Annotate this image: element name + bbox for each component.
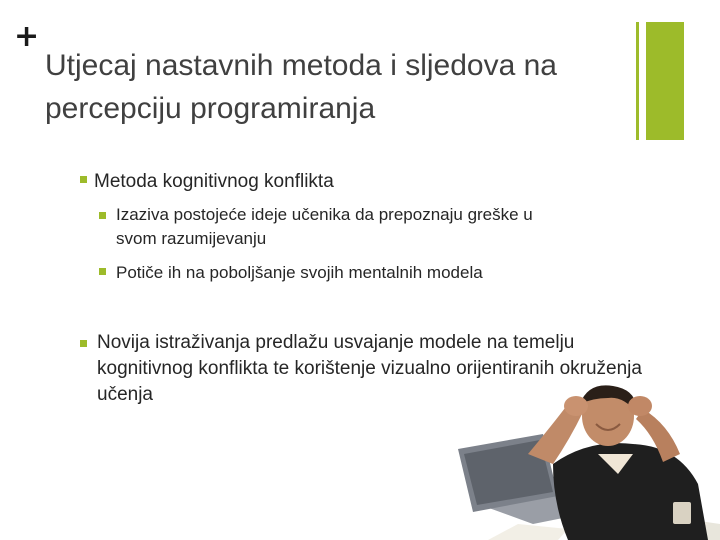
sub-bullet-text-1-2: Potiče ih na poboljšanje svojih mentalnih modela bbox=[116, 263, 483, 282]
bullet-square-icon bbox=[99, 268, 106, 275]
accent-bar-thin bbox=[636, 22, 639, 140]
accent-bar-thick bbox=[646, 22, 684, 140]
slide-title: Utjecaj nastavnih metoda i sljedova na percepciju programiranja bbox=[45, 49, 557, 125]
sub-bullet-1-2 bbox=[99, 261, 483, 285]
plus-icon: + bbox=[14, 19, 40, 54]
stressed-student-at-laptop-icon bbox=[458, 384, 720, 540]
bullet-square-icon bbox=[99, 212, 106, 219]
bullet-text-2: Novija istraživanja predlažu usvajanje modele na temelju kognitivnog konflikta te korištenje vizualno orijentiranih okruženja učenja bbox=[97, 332, 642, 405]
stressed-student-image bbox=[458, 384, 720, 540]
bullet-square-icon bbox=[80, 340, 87, 347]
bullet-item-1 bbox=[80, 169, 334, 195]
bullet-square-icon bbox=[80, 176, 87, 183]
bullet-text-1: Metoda kognitivnog konflikta bbox=[94, 171, 334, 192]
sub-bullet-1-1 bbox=[99, 203, 569, 251]
sub-bullet-text-1-1: Izaziva postojeće ideje učenika da prepoznaju greške u svom razumijevanju bbox=[116, 205, 533, 248]
